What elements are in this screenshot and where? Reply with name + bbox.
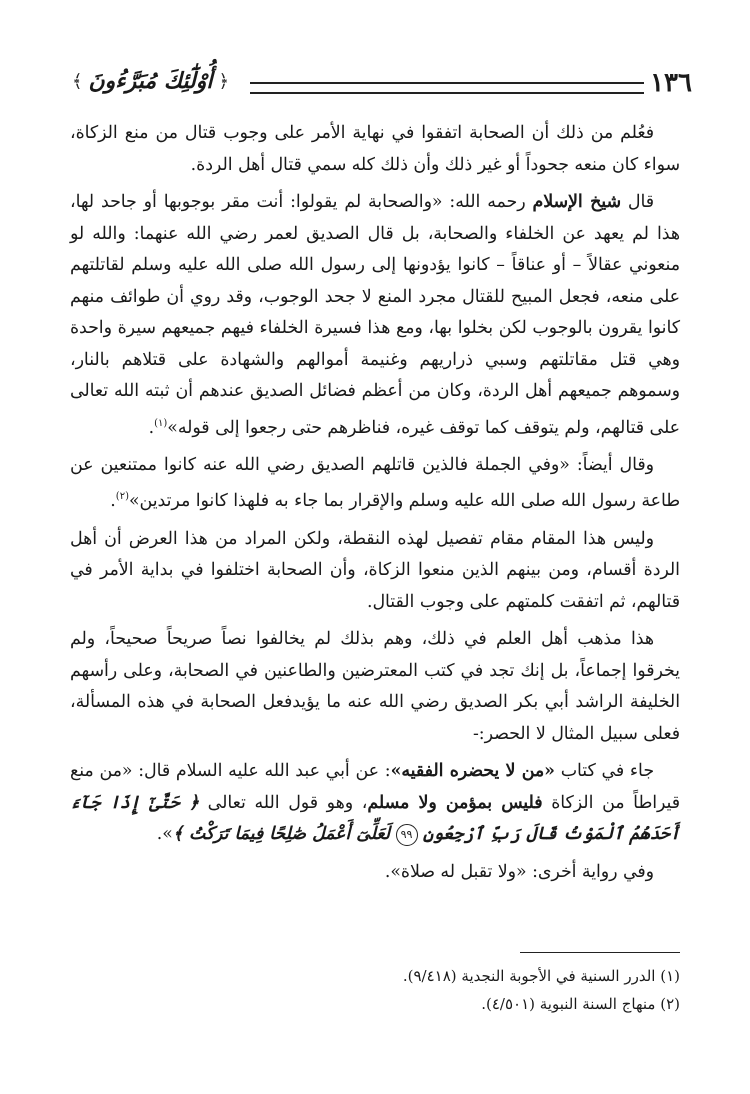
footnote-separator xyxy=(520,952,680,953)
main-text xyxy=(70,118,680,894)
footnote-ref-1: (١) xyxy=(154,417,168,429)
ornament-right-icon: ﴿ xyxy=(218,70,230,92)
paragraph-2: قال شيخ الإسلام رحمه الله: «والصحابة لم يقولوا: أنت مقر بوجوبها أو جاحد لها، هذا لم يعهد عن الخلفاء والصحابة، بل قال الصديق لعمر رضي الله عنهما: والله لو منعوني عقالاً – أو عناقاً – كانوا يؤدونها إلى رسول الله صلى الله عليه وسلم لقاتلتهم على منعه، فجعل المبيح للقتال مجرد المنع لا جحد الوجوب، وقد روي أن طوائف منهم كانوا يقرون بالوجوب لكن بخلوا بها، ومع هذا فسيرة الخلفاء فيهم جميعهم سيرة واحدة وهي قتل مقاتلتهم وسبي ذراريهم وغنيمة أموالهم والشهادة على قتلاهم بالنار، وسموهم جميعهم أهل الردة، وكان من أعظم فضائل الصديق عندهم أن ثبته الله تعالى على قتالهم، ولم يتوقف كما توقف غيره، فناظرهم حتى رجعوا إلى قوله»$^{(١)}$. xyxy=(70,192,680,438)
quran-verse: ﴿ حَتَّىٰٓ إِذَا جَآءَ أَحَدَهُمُ ٱلْمَوْتُ قَالَ رَبِّ ٱرْجِعُونِ xyxy=(70,792,680,845)
footnote-1: (١) الدرر السنية في الأجوبة النجدية (٩/٤١٨). xyxy=(402,967,680,985)
text: : عن أبي عبد الله عليه السلام قال: «من منع قيراطاً من الزكاة xyxy=(70,761,681,813)
running-title xyxy=(58,60,243,102)
page-header xyxy=(58,60,692,108)
footnote-ref-2: (٢) xyxy=(115,491,129,503)
ornament-left-icon: ﴾ xyxy=(71,70,83,92)
page-number: ١٣٦ xyxy=(650,68,692,98)
ayah-number-icon: ٩٩ xyxy=(396,824,418,846)
bold-name: شيخ الإسلام xyxy=(532,192,621,212)
paragraph-7: وفي رواية أخرى: «ولا تقبل له صلاة». xyxy=(384,861,654,882)
footnotes xyxy=(70,962,680,1018)
header-double-rule xyxy=(250,82,644,94)
text: ». xyxy=(156,824,173,845)
running-title-text: أُوْلَٰٓئِكَ مُبَرَّءُونَ xyxy=(88,68,213,94)
text: جاء في كتاب xyxy=(560,761,654,782)
paragraph-1: فعُلم من ذلك أن الصحابة اتفقوا في نهاية الأمر على وجوب قتال من منع الزكاة، سواء كان منعه جحوداً أو غير ذلك وأن ذلك كله سمي قتال أهل الردة. xyxy=(70,123,680,175)
paragraph-4: وليس هذا المقام مقام تفصيل لهذه النقطة، ولكن المراد من هذا العرض أن أهل الردة أقسام، ومن بينهم الذين منعوا الزكاة، وأن الصحابة اختلفوا في بداية الأمر في قتالهم، ثم اتفقت كلمتهم على وجوب القتال. xyxy=(70,528,680,612)
paragraph-6 xyxy=(70,756,680,851)
quote-text: وقال أيضاً: «وفي الجملة فالذين قاتلهم الصديق رضي الله عنه كانوا ممتنعين عن طاعة رسول الله صلى الله عليه وسلم والإقرار بما جاء به فلهذا كانوا مرتدين» xyxy=(70,454,680,512)
footnote-2: (٢) منهاج السنة النبوية (٤/٥٠١). xyxy=(481,995,680,1013)
book-title: «من لا يحضره الفقيه» xyxy=(390,761,555,782)
text: قال xyxy=(627,192,655,212)
text: ، وهو قول الله تعالى xyxy=(207,792,368,813)
paragraph-3: وقال أيضاً: «وفي الجملة فالذين قاتلهم الصديق رضي الله عنه كانوا ممتنعين عن طاعة رسول الله صلى الله عليه وسلم والإقرار بما جاء به فلهذا كانوا مرتدين»$^{(٢)}$. xyxy=(70,454,680,512)
bold-phrase: فليس بمؤمن ولا مسلم xyxy=(367,792,543,813)
quran-verse-cont: لَعَلِّىٓ أَعْمَلُ صَٰلِحًا فِيمَا تَرَكْتُ ﴾ xyxy=(172,824,391,845)
paragraph-5: هذا مذهب أهل العلم في ذلك، وهم بذلك لم يخالفوا نصاً صريحاً صحيحاً، ولم يخرقوا إجماعاً، بل إنك تجد في كتب المعترضين والطاعنين في الصحابة، وعلى رأسهم الخليفة الراشد أبي بكر الصديق رضي الله عنه ما يؤيدفعل الصحابة في هذه المسألة، فعلى سبيل المثال لا الحصر:- xyxy=(70,629,680,744)
quote-text: رحمه الله: «والصحابة لم يقولوا: أنت مقر بوجوبها أو جاحد لها، هذا لم يعهد عن الخلفاء والصحابة، بل قال الصديق لعمر رضي الله عنهما: والله لو منعوني عقالاً – أو عناقاً – كانوا يؤدونها إلى رسول الله صلى الله عليه وسلم لقاتلتهم على منعه، فجعل المبيح للقتال مجرد المنع لا جحد الوجوب، وقد روي أن طوائف منهم كانوا يقرون بالوجوب لكن بخلوا بها، ومع هذا فسيرة الخلفاء فيهم جميعهم سيرة واحدة وهي قتل مقاتلتهم وسبي ذراريهم وغنيمة أموالهم والشهادة على قتلاهم بالنار، وسموهم جميعهم أهل الردة، وكان من أعظم فضائل الصديق عندهم أن ثبته الله تعالى على قتالهم، ولم يتوقف كما توقف غيره، فناظرهم حتى رجعوا إلى قوله» xyxy=(70,192,680,438)
